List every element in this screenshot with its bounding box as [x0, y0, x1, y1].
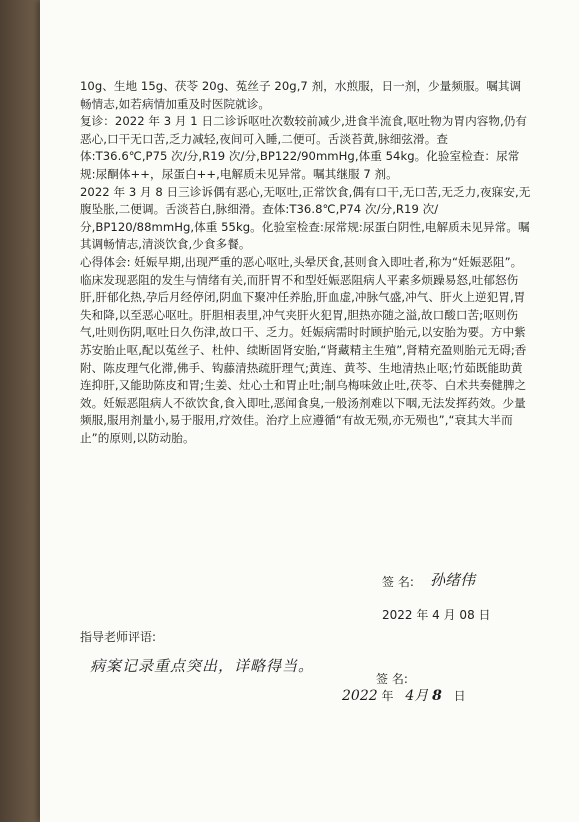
paragraph-prescription: 10g、生地 15g、茯苓 20g、菟丝子 20g,7 剂，水煎服，日一剂，少量频服。嘱其调畅情志,如若病情加重及时医院就诊。 [80, 79, 522, 111]
teacher-date-year-suffix: 年 [381, 689, 394, 703]
paragraph-second-visit: 复诊：2022 年 3 月 1 日二诊诉呕吐次数较前减少,进食半流食,呕吐物为胃内容物,仍有恶心,口干无口苦,乏力减轻,夜间可入睡,二便可。舌淡苔黄,脉细弦滑。查体:T36.6℃,P75 次/分,R19 次/分,BP122/90mmHg,体重 54kg。化验室检查：尿常规:尿酮体++，尿蛋白++,电解质未见异常。嘱其继服 7 剂。 [80, 114, 528, 181]
teacher-date-month: 4月 [405, 688, 429, 704]
teacher-comment-label: 指导老师评语: [80, 630, 157, 644]
document-page [40, 0, 579, 822]
signature-date: 2022 年 4 月 08 日 [382, 608, 491, 622]
paragraph-third-visit: 2022 年 3 月 8 日三诊诉偶有恶心,无呕吐,正常饮食,偶有口干,无口苦,无乏力,夜寐安,无腹坠胀,二便调。舌淡苔白,脉细滑。查体:T36.8℃,P74 次/分,R19 次/分,BP120/88mmHg,体重 55kg。化验室检查:尿常规:尿蛋白阴性,电解质未见异常。嘱其调畅情志,清淡饮食,少食多餐。 [80, 184, 531, 252]
teacher-sign-date [342, 685, 466, 705]
teacher-date-day-suffix: 日 [453, 689, 466, 703]
signature-label: 签 名: [382, 575, 414, 589]
paragraph-reflection: 心得体会: 妊娠早期,出现严重的恶心呕吐,头晕厌食,甚则食入即吐者,称为“妊娠恶阻”。临床发现恶阻的发生与情绪有关,而肝胃不和型妊娠恶阻病人平素多烦躁易怒,吐郁怒伤肝,肝郁化热,孕后月经停闭,阴血下聚冲任养胎,肝血虚,冲脉气盛,冲气、肝火上逆犯胃,胃失和降,以至恶心呕吐。肝胆相表里,冲气夹肝火犯胃,胆热亦随之溢,故口酸口苦;呕则伤气,吐则伤阴,呕吐日久伤津,故口干、乏力。妊娠病需时时顾护胎元,以安胎为要。方中紫苏安胎止呕,配以菟丝子、杜仲、续断固肾安胎,“肾藏精主生殖”,肾精充盈则胎元无碍;香附、陈皮理气化滞,佛手、钩藤清热疏肝理气;黄连、黄芩、生地清热止呕;竹茹既能助黄连抑肝,又能助陈皮和胃;生姜、灶心土和胃止吐;制乌梅味敛止吐,茯苓、白术共奏健脾之效。妊娠恶阻病人不欲饮食,食入即吐,恶闻食臭,一般汤剂难以下咽,无法发挥药效。少量频服,服用剂量小,易于服用,疗效佳。治疗上应遵循“有故无殒,亦无殒也”,“衰其大半而止”的原则,以防动胎。 [80, 254, 527, 445]
teacher-date-year: 2022 [342, 688, 378, 704]
teacher-comment-text: 病案记录重点突出，详略得当。 [90, 657, 315, 675]
teacher-sign-label: 签 名: [376, 672, 408, 686]
document-body [80, 78, 532, 447]
teacher-date-day: 8 [432, 688, 442, 704]
handwritten-signature: 孙绪伟 [430, 571, 476, 589]
